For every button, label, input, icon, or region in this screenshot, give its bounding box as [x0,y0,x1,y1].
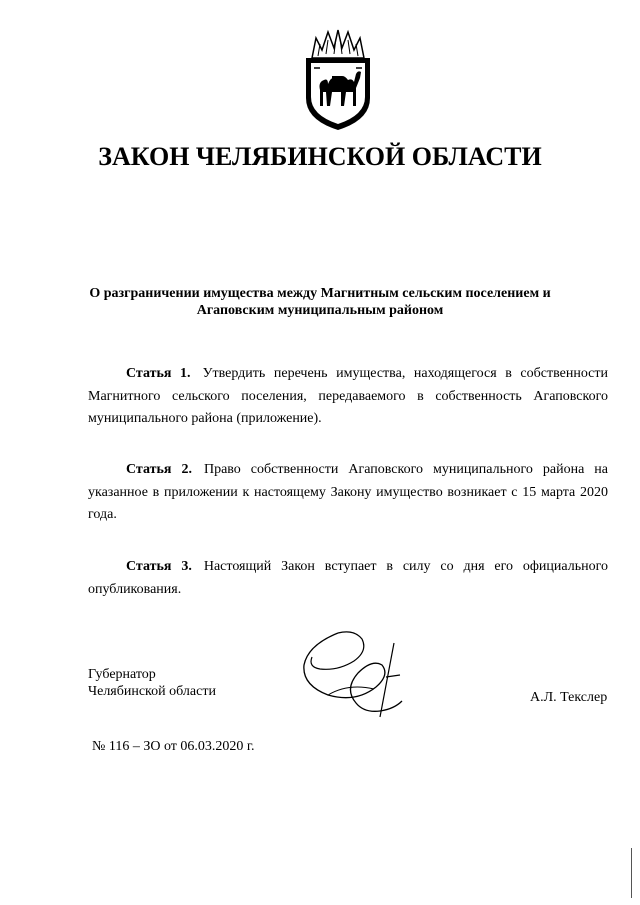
law-title: ЗАКОН ЧЕЛЯБИНСКОЙ ОБЛАСТИ [98,142,542,171]
signer-title-line-2: Челябинской области [88,684,216,699]
article-1-label: Статья 1. [126,366,191,381]
law-subtitle-line-2: Агаповским муниципальным районом [196,303,444,318]
margin-line [631,848,632,898]
signer-title [88,666,216,700]
signer-title-line-1: Губернатор [88,667,156,682]
signer-name: А.Л. Текслер [530,690,608,705]
article-2-label: Статья 2. [126,462,192,477]
coat-of-arms-icon [298,28,378,132]
article-3 [88,556,608,601]
law-number: № 116 – ЗО от 06.03.2020 г. [92,739,255,754]
article-3-text: Настоящий Закон вступает в силу со дня его официального опубликования. [88,559,609,597]
law-subtitle [60,285,580,319]
article-1 [88,363,608,431]
law-subtitle-line-1: О разграничении имущества между Магнитным сельским поселением и [89,286,551,301]
article-2 [88,459,608,527]
article-3-label: Статья 3. [126,559,192,574]
article-2-text: Право собственности Агаповского муниципального района на указанное в приложении к настоящему Закону имущество возникает с 15 марта 2020 года. [88,462,608,522]
article-1-text: Утвердить перечень имущества, находящегося в собственности Магнитного сельского поселения, передаваемого в собственность Агаповского муниципального района (приложение). [88,366,608,426]
signature [298,625,408,720]
